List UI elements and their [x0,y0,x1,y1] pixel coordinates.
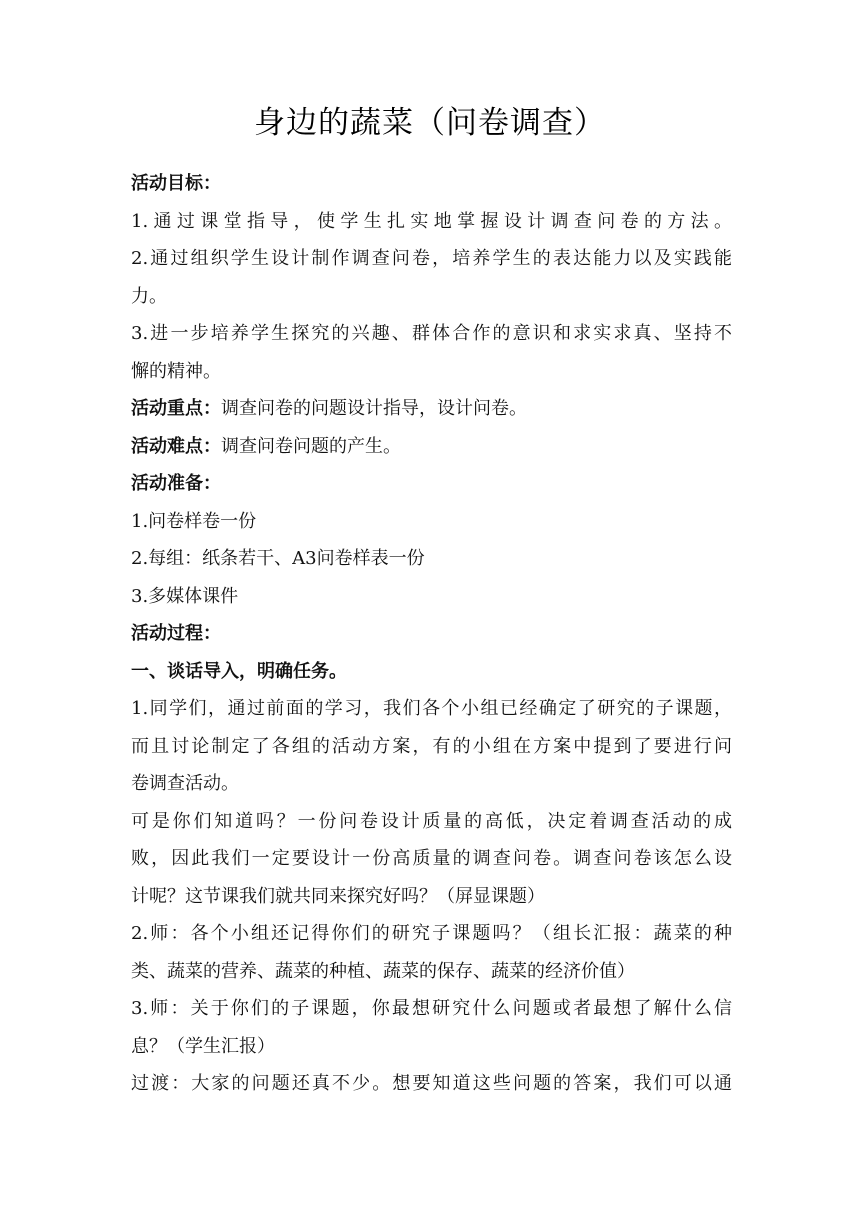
difficulty-label: 活动难点： [131,435,221,457]
paragraph-2-line-3: 计呢？这节课我们就共同来探究好吗？（屏显课题） [131,885,545,907]
paragraph-5-line-1: 过渡：大家的问题还真不少。想要知道这些问题的答案，我们可以通 [131,1073,732,1094]
goal-3-line-2: 懈的精神。 [131,360,221,382]
paragraph-2-line-2: 败，因此我们一定要设计一份高质量的调查问卷。调查问卷该怎么设 [131,848,732,869]
paragraph-3-line-1: 2.师：各个小组还记得你们的研究子课题吗？（组长汇报：蔬菜的种 [131,923,732,944]
paragraph-4-line-1: 3.师：关于你们的子课题，你最想研究什么问题或者最想了解什么信 [131,998,732,1019]
paragraph-1-line-3: 卷调查活动。 [131,773,239,794]
difficulty-line [131,428,732,466]
prep-item-1: 1.问卷样卷一份 [131,510,257,532]
document-title: 身边的蔬菜（问卷调查） [254,105,606,141]
goals-heading: 活动目标： [131,173,221,194]
key-point-label: 活动重点： [131,398,221,419]
paragraph-1-line-1: 1.同学们，通过前面的学习，我们各个小组已经确定了研究的子课题， [131,698,732,719]
paragraph-2-line-1: 可是你们知道吗？一份问卷设计质量的高低，决定着调查活动的成 [131,810,732,832]
section-1-heading: 一、谈话导入，明确任务。 [131,660,347,682]
goal-3-line-1: 3.进一步培养学生探究的兴趣、群体合作的意识和求实求真、坚持不 [131,323,732,344]
goal-2-line-1: 2.通过组织学生设计制作调查问卷，培养学生的表达能力以及实践能 [131,248,732,269]
goal-2-line-2: 力。 [131,285,167,307]
prep-item-2: 2.每组：纸条若干、A3问卷样表一份 [131,548,425,569]
paragraph-3-line-2: 类、蔬菜的营养、蔬菜的种植、蔬菜的保存、蔬菜的经济价值） [131,960,635,982]
document-body [131,165,732,1103]
goal-1: 1.通过课堂指导，使学生扎实地掌握设计调查问卷的方法。 [131,210,732,232]
prep-item-3: 3.多媒体课件 [131,585,239,607]
difficulty-text: 调查问卷问题的产生。 [221,435,401,457]
paragraph-4-line-2: 息？（学生汇报） [131,1035,275,1057]
key-point-line [131,390,732,428]
process-heading: 活动过程： [131,623,221,644]
paragraph-1-line-2: 而且讨论制定了各组的活动方案，有的小组在方案中提到了要进行问 [131,735,732,757]
key-point-text: 调查问卷的问题设计指导，设计问卷。 [221,398,527,419]
prep-heading: 活动准备： [131,473,221,494]
